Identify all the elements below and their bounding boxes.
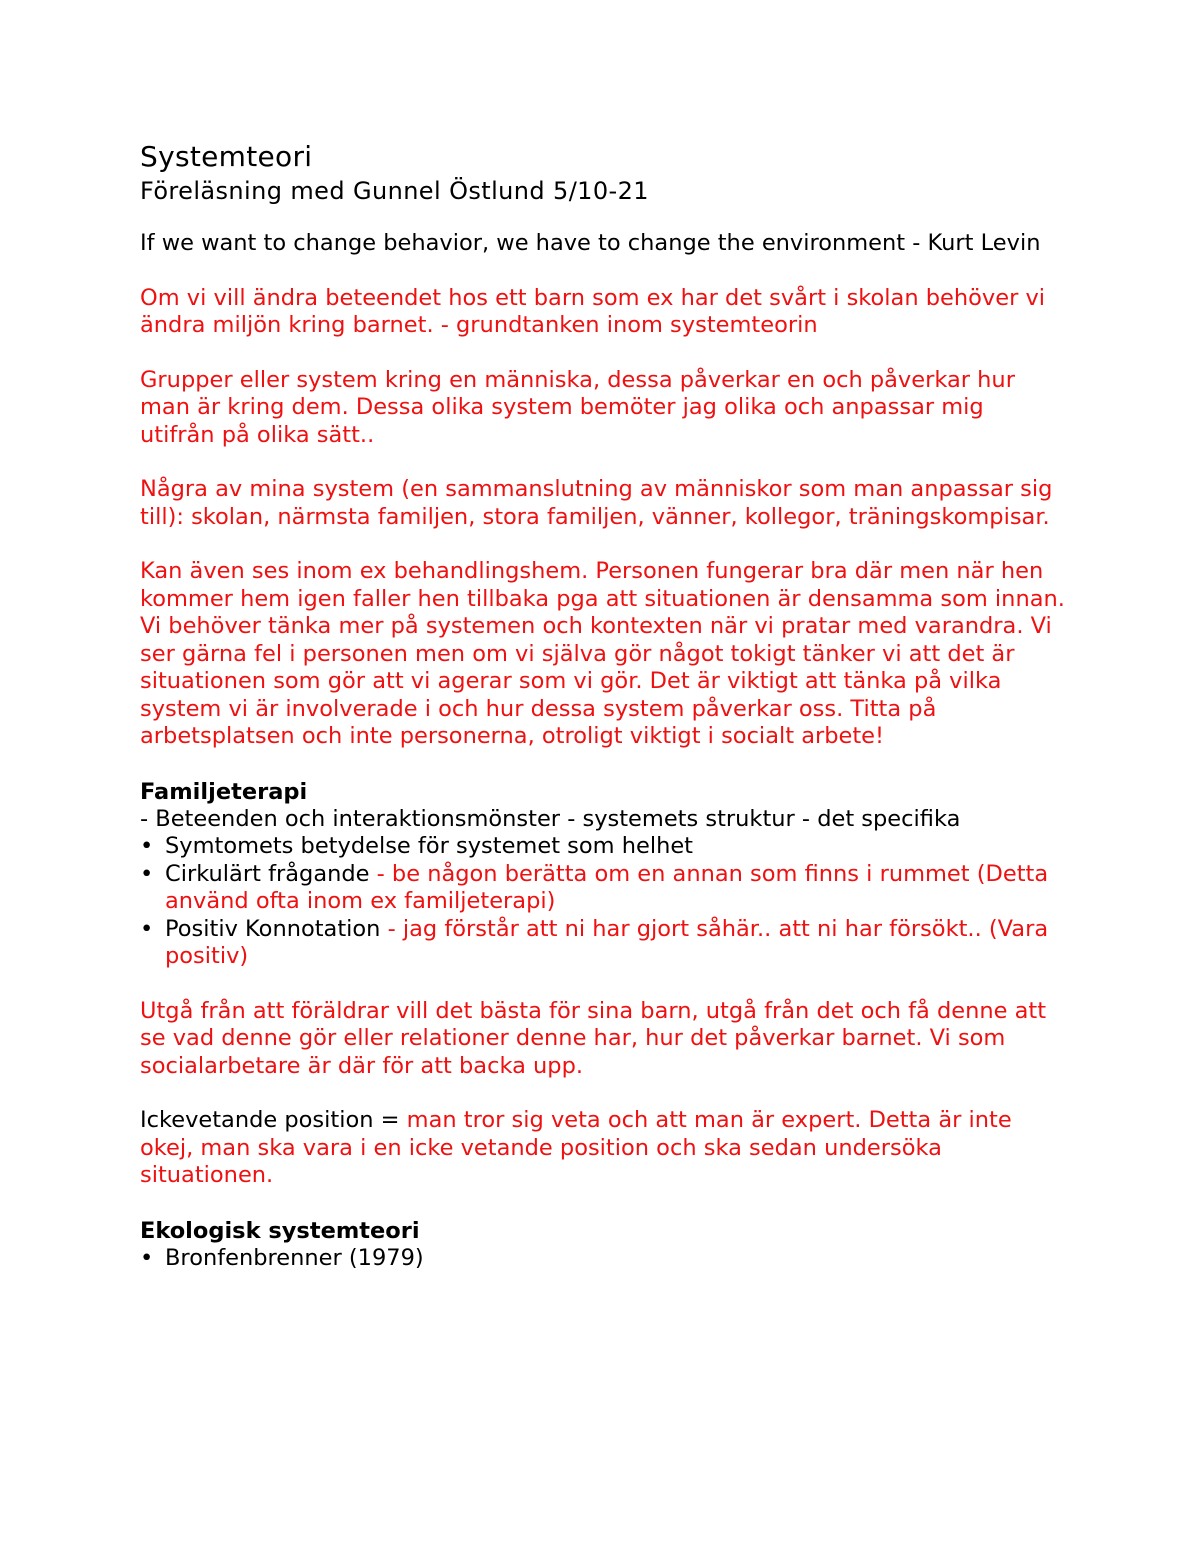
list-item-note: - be någon berätta om en annan som finns i rummet (Detta använd ofta inom ex familjeterapi) (165, 860, 1049, 914)
list-item (140, 861, 1065, 916)
ickevetande-explanation: man tror sig veta och att man är expert. Detta är inte okej, man ska vara i en icke vetande position och ska sedan undersöka situationen. (140, 1107, 1012, 1188)
paragraph-grupper-system: Grupper eller system kring en människa, dessa påverkar en och påverkar hur man är kring dem. Dessa olika system bemöter jag olika och anpassar mig utifrån på olika sätt.. (140, 366, 1015, 448)
list-item-note: - jag förstår att ni har gjort såhär.. att ni har försökt.. (Vara positiv) (165, 915, 1049, 969)
ickevetande-label: Ickevetande position = (140, 1107, 407, 1133)
bullet-icon: • (140, 1244, 154, 1271)
list-item (140, 916, 1065, 971)
document-subtitle: Föreläsning med Gunnel Östlund 5/10-21 (140, 177, 649, 205)
list-item (140, 1245, 1065, 1273)
familjeterapi-dash-line: - Beteenden och interaktionsmönster - systemets struktur - det specifika (140, 805, 961, 832)
document-page (140, 140, 1065, 1272)
quote-paragraph: If we want to change behavior, we have to change the environment - Kurt Levin (140, 230, 1041, 256)
paragraph-systemteori-grundtanke: Om vi vill ändra beteendet hos ett barn som ex har det svårt i skolan behöver vi ändra miljön kring barnet. - grundtanken inom systemteorin (140, 284, 1046, 338)
bullet-icon: • (140, 860, 154, 887)
paragraph-behandlingshem: Kan även ses inom ex behandlingshem. Personen fungerar bra där men när hen kommer hem igen faller hen tillbaka pga att situationen är densamma som innan. Vi behöver tänka mer på systemen och kontexten när vi pratar med varandra. Vi ser gärna fel i personen men om vi själva gör något tokigt tänker vi att det är situationen som gör att vi agerar som vi gör. Det är viktigt att tänka på vilka system vi är involverade i och hur dessa system påverkar oss. Titta på arbetsplatsen och inte personerna, otroligt viktigt i socialt arbete! (140, 558, 1065, 749)
list-item-text: Positiv Konnotation (165, 915, 381, 942)
list-item-text: Symtomets betydelse för systemet som helhet (165, 833, 694, 859)
paragraph-mina-system: Några av mina system (en sammanslutning av människor som man anpassar sig till): skolan, närmsta familjen, stora familjen, vänner, kollegor, träningskompisar. (140, 476, 1053, 530)
section-heading-familjeterapi: Familjeterapi (140, 778, 308, 805)
list-item-text: Bronfenbrenner (1979) (165, 1244, 424, 1271)
familjeterapi-list (140, 833, 1065, 971)
paragraph-foraldrar: Utgå från att föräldrar vill det bästa för sina barn, utgå från det och få denne att se vad denne gör eller relationer denne har, hur det påverkar barnet. Vi som socialarbetare är där för att backa upp. (140, 997, 1047, 1079)
paragraph-ickevetande-position (140, 1107, 1065, 1190)
document-title: Systemteori (140, 140, 313, 173)
section-heading-ekologisk-systemteori: Ekologisk systemteori (140, 1217, 420, 1244)
bullet-icon: • (140, 833, 154, 859)
list-item-text: Cirkulärt frågande (165, 860, 370, 887)
bullet-icon: • (140, 915, 154, 942)
list-item (140, 833, 1065, 861)
ekologisk-list (140, 1245, 1065, 1273)
